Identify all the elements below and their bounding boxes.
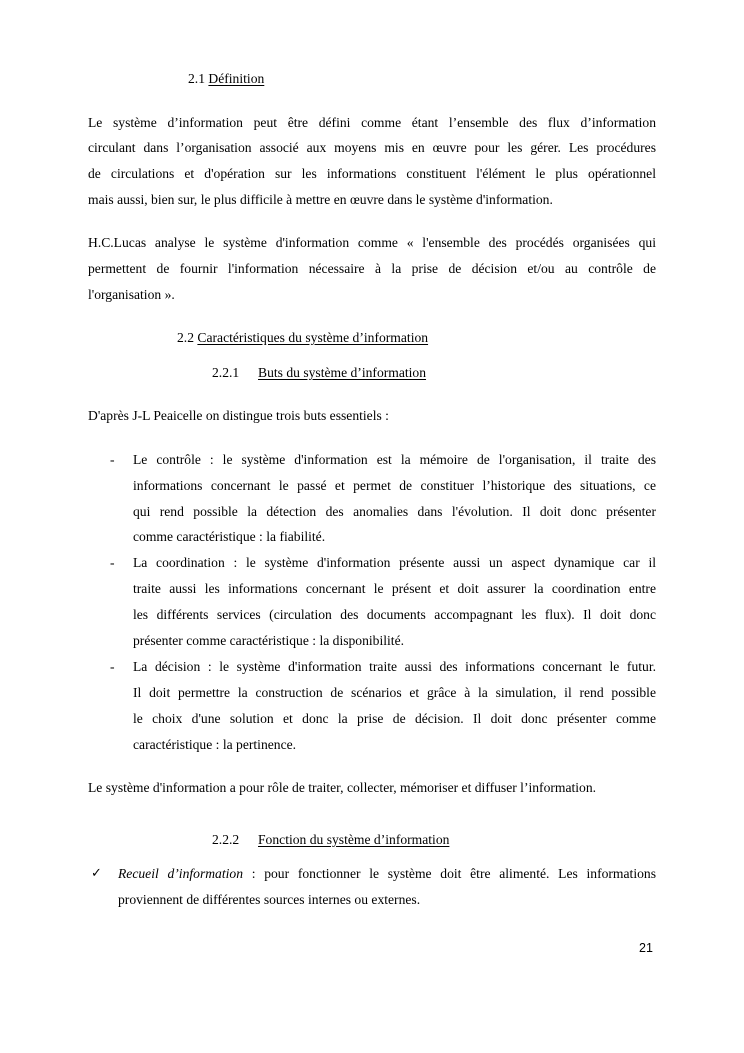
- paragraph-line: mais aussi, bien sur, le plus difficile à mettre en œuvre dans le système d'information.: [88, 192, 553, 207]
- check-item-line: [118, 866, 656, 882]
- bullet-line: La coordination : le système d'information présente aussi un aspect dynamique car il: [133, 555, 656, 570]
- bullet-line: qui rend possible la détection des anomalies dans l'évolution. Il doit donc présenter: [133, 504, 656, 519]
- bullet-line: les différents services (circulation des documents accompagnant les flux). Il doit donc: [133, 607, 656, 622]
- bullet-line: caractéristique : la pertinence.: [133, 737, 297, 752]
- section-number: 2.2.2: [212, 832, 240, 847]
- paragraph-line: permettent de fournir l'information nécessaire à la prise de décision et/ou au contrôle de: [88, 261, 656, 276]
- bullet-line: traite aussi les informations concernant le présent et doit assurer la coordination entre: [133, 581, 656, 596]
- bullet-line: informations concernant le passé et permet de constituer l’historique des situations, ce: [133, 478, 656, 493]
- section-heading-2-2-1: [212, 365, 426, 381]
- bullet-line: comme caractéristique : la fiabilité.: [133, 529, 326, 544]
- section-title: Fonction du système d’information: [258, 832, 450, 847]
- bullet-line: le choix d'une solution et donc la prise de décision. Il doit donc présenter comme: [133, 711, 656, 726]
- section-title: Buts du système d’information: [258, 365, 427, 380]
- check-item-line: proviennent de différentes sources internes ou externes.: [118, 892, 421, 907]
- section-number: 2.2.1: [212, 365, 240, 380]
- paragraph-line: H.C.Lucas analyse le système d'information comme « l'ensemble des procédés organisées qui: [88, 235, 656, 250]
- bullet-line: présenter comme caractéristique : la disponibilité.: [133, 633, 405, 648]
- bullet-line: Il doit permettre la construction de scénarios et grâce à la simulation, il rend possible: [133, 685, 656, 700]
- bullet-dash: -: [110, 452, 115, 467]
- paragraph-line: l'organisation ».: [88, 287, 175, 302]
- paragraph-line: de circulations et d'opération sur les informations constituent l'élément le plus opérationnel: [88, 166, 656, 181]
- paragraph-line: Le système d’information peut être défini comme étant l’ensemble des flux d’information: [88, 115, 656, 130]
- section-number: 2.2: [177, 330, 194, 345]
- bullet-line: Le contrôle : le système d'information est la mémoire de l'organisation, il traite des: [133, 452, 656, 467]
- section-heading-2-2-2: [212, 832, 449, 848]
- bullet-line: La décision : le système d'information traite aussi des informations concernant le futur.: [133, 659, 656, 674]
- bullet-dash: -: [110, 555, 115, 570]
- page-number: 21: [639, 941, 653, 955]
- section-number: 2.1: [188, 71, 205, 86]
- section-heading-2-1: [188, 71, 264, 87]
- bullet-dash: -: [110, 659, 115, 674]
- check-item-text: : pour fonctionner le système doit être alimenté. Les informations: [243, 866, 656, 881]
- checkmark-icon: ✓: [91, 866, 102, 881]
- summary-text: Le système d'information a pour rôle de traiter, collecter, mémoriser et diffuser l’information.: [88, 780, 597, 795]
- section-title: Définition: [208, 71, 265, 86]
- check-item-term: Recueil d’information: [118, 866, 243, 881]
- section-title: Caractéristiques du système d’information: [197, 330, 429, 345]
- paragraph-line: circulant dans l’organisation associé aux moyens mis en œuvre pour les gérer. Les procédures: [88, 140, 656, 155]
- section-heading-2-2: [177, 330, 428, 346]
- intro-text: D'après J-L Peaicelle on distingue trois buts essentiels :: [88, 408, 389, 423]
